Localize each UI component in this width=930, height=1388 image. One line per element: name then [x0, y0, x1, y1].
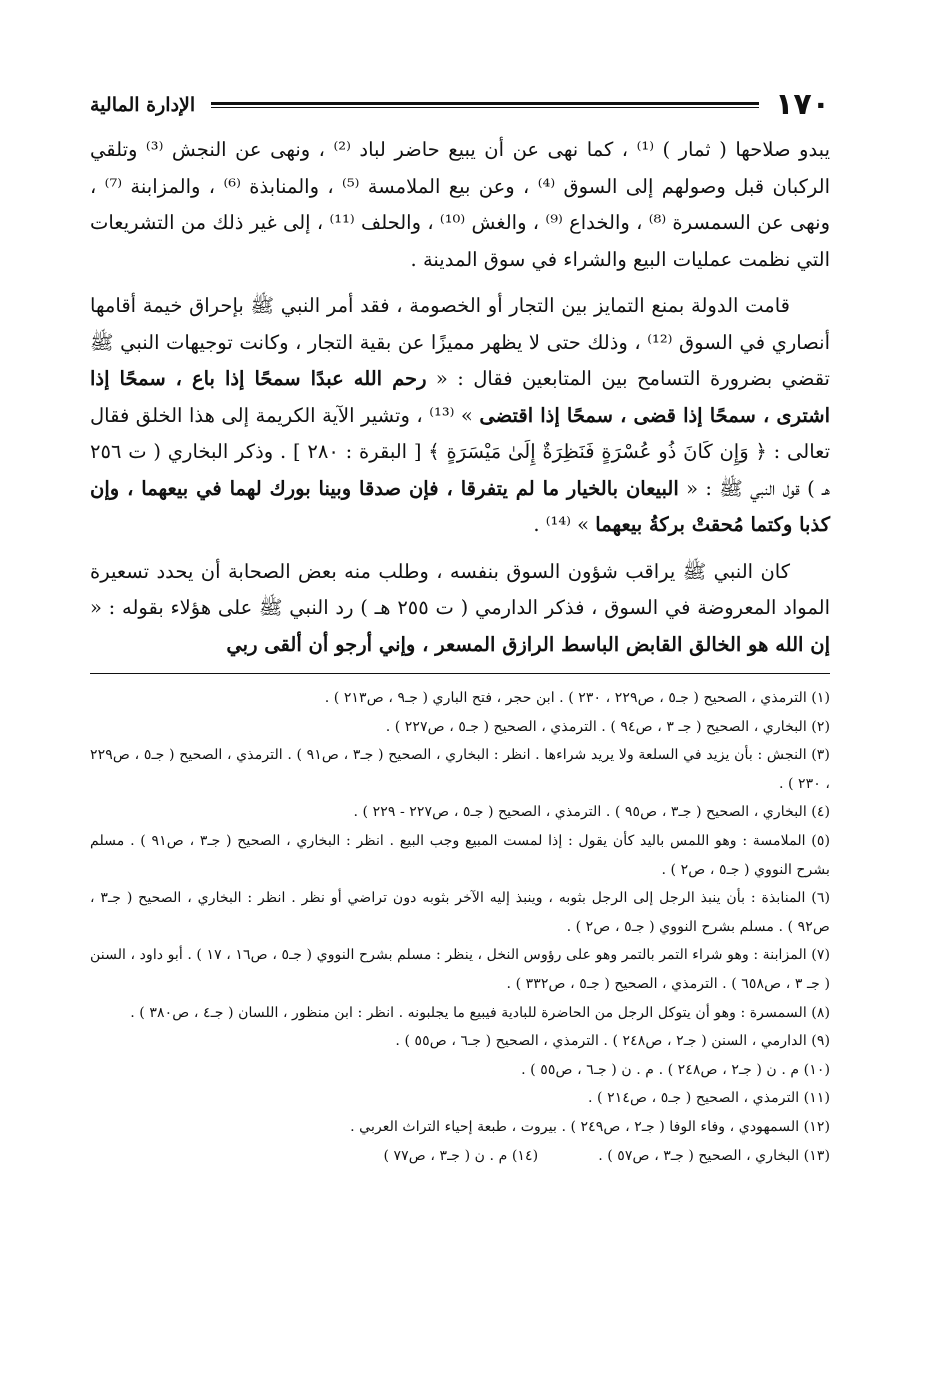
hadith-quote: البيعان بالخيار ما لم يتفرقا ، فإن صدقا وبينا بورك لهما في بيعهما ، وإن كذبا وكتما مُحقتْ بركةُ بيعهما — [90, 476, 830, 536]
hadith-quote: رحم الله عبدًا سمحًا إذا باع ، سمحًا إذا اشترى ، سمحًا إذا قضى ، سمحًا إذا اقتضى — [90, 367, 830, 427]
text-run: يبدو صلاحها ( ثمار ) ⁽¹⁾ ، كما نهى عن أن يبيع حاضر لباد ⁽²⁾ ، ونهى عن النجش ⁽³⁾ وتلقي الركبان قبل وصولهم إلى السوق ⁽⁴⁾ ، وعن بيع الملامسة ⁽⁵⁾ ، والمنابذة ⁽⁶⁾ ، والمزابنة ⁽⁷⁾ ، ونهى عن السمسرة ⁽⁸⁾ ، والخداع ⁽⁹⁾ ، والغش ⁽¹⁰⁾ ، والحلف ⁽¹¹⁾ ، إلى غير ذلك من التشريعات التي نظمت عمليات البيع والشراء في سوق المدينة . — [90, 138, 830, 271]
page-number: ١٧٠ — [775, 87, 830, 122]
footnote-14: (١٤) م . ن ( جـ٣ ، ص٧٧ ) — [383, 1147, 539, 1164]
footnote-2: (٢) البخاري ، الصحيح ( جـ ٣ ، ص٩٤ ) . الترمذي ، الصحيح ( جـ٥ ، ص٢٢٧ ) . — [385, 718, 830, 735]
paragraph-2 — [90, 288, 830, 544]
footnote-1: (١) الترمذي ، الصحيح ( جـ٥ ، ص٢٢٩ ، ٢٣٠ ) . ابن حجر ، فتح الباري ( جـ٩ ، ص٢١٣ ) . — [324, 690, 830, 706]
footnote-7: (٧) المزابنة : وهو شراء التمر بالتمر وهو على رؤوس النخل ، ينظر : مسلم بشرح النووي ( جـ٥ ، ص١٦ ، ١٧ ) . أبو داود ، السنن ( جـ ٣ ، ص٦٥٨ ) . الترمذي ، الصحيح ( جـ٥ ، ص٣٣٢ ) . — [90, 947, 830, 992]
footnote-5: (٥) الملامسة : وهو اللمس باليد كأن يقول : إذا لمست المبيع وجب البيع . انظر : البخاري ، الصحيح ( جـ٣ ، ص٩١ ) . مسلم بشرح النووي ( جـ٥ ، ص٢ ) . — [90, 832, 830, 878]
footnote-9: (٩) الدارمي ، السنن ( جـ٢ ، ص٢٤٨ ) . الترمذي ، الصحيح ( جـ٦ ، ص٥٥ ) . — [395, 1033, 830, 1050]
footnote-8: (٨) السمسرة : وهو أن يتوكل الرجل من الحاضرة للبادية فيبيع ما يجلبونه . انظر : ابن منظور ، اللسان ( جـ٤ ، ص٣٨٠ ) . — [130, 1004, 830, 1021]
footnote-11: (١١) الترمذي ، الصحيح ( جـ٥ ، ص٢١٤ ) . — [588, 1090, 830, 1107]
text-run: كان النبي ﷺ يراقب شؤون السوق بنفسه ، وطلب منه بعض الصحابة أن يحدد تسعيرة المواد المعروضة في السوق ، فذكر الدارمي ( ت ٢٥٥ هـ ) رد النبي ﷺ على هؤلاء بقوله : « — [90, 559, 830, 619]
paragraph-1 — [90, 132, 830, 278]
footnote-10: (١٠) م . ن ( جـ٢ ، ص٢٤٨ ) . م . ن ( جـ٦ ، ص٥٥ ) . — [521, 1061, 830, 1078]
header-rule — [211, 102, 759, 108]
footnote-separator — [90, 673, 830, 674]
text-run: » ⁽¹³⁾ ، وتشير الآية الكريمة إلى هذا الخلق فقال تعالى : ﴿ وَإِن كَانَ ذُو عُسْرَةٍ فَنَظِرَةٌ إِلَىٰ مَيْسَرَةٍ ﴾ [ البقرة : ٢٨٠ ] . وذكر البخاري ( ت ٢٥٦ هـ ) قول النبي ﷺ : « — [90, 403, 830, 500]
main-text — [90, 132, 830, 663]
running-title: الإدارة المالية — [90, 94, 196, 116]
footnote-13: (١٣) البخاري ، الصحيح ( جـ٣ ، ص٥٧ ) . — [598, 1147, 830, 1164]
text-run: قامت الدولة بمنع التمايز بين التجار أو الخصومة ، فقد أمر النبي ﷺ بإحراق خيمة أقامها أنصاري في السوق ⁽¹²⁾ ، وذلك حتى لا يظهر مميزًا عن بقية التجار ، وكانت توجيهات النبي ﷺ تقضي بضرورة التسامح بين المتابعين فقال : « — [90, 294, 831, 390]
footnote-12: (١٢) السمهودي ، وفاء الوفا ( جـ٢ ، ص٢٤٩ ) . بيروت ، طبعة إحياء التراث العربي . — [350, 1118, 830, 1135]
footnote-4: (٤) البخاري ، الصحيح ( جـ٣ ، ص٩٥ ) . الترمذي ، الصحيح ( جـ٥ ، ص٢٢٧ - ٢٢٩ ) . — [353, 804, 830, 821]
text-run: » ⁽¹⁴⁾ . — [533, 513, 596, 536]
book-page — [90, 88, 830, 1170]
footnote-6: (٦) المنابذة : بأن ينبذ الرجل إلى الرجل بثوبه ، وينبذ إليه الآخر بثوبه دون تراضي أو نظر . انظر : البخاري ، الصحيح ( جـ٣ ، ص٩٢ ) . مسلم بشرح النووي ( جـ٥ ، ص٢ ) . — [90, 890, 830, 935]
running-header — [90, 88, 830, 122]
footnotes — [90, 684, 830, 1170]
paragraph-3 — [90, 554, 830, 664]
footnote-3: (٣) النجش : بأن يزيد في السلعة ولا يريد شراءها . انظر : البخاري ، الصحيح ( جـ٣ ، ص٩١ ) . الترمذي ، الصحيح ( جـ٥ ، ص٢٢٩ ، ٢٣٠ ) . — [90, 747, 830, 792]
footnote-13-14 — [90, 1142, 830, 1171]
hadith-quote: إن الله هو الخالق القابض الباسط الرازق المسعر ، وإني أرجو أن ألقى ربي — [226, 632, 830, 656]
